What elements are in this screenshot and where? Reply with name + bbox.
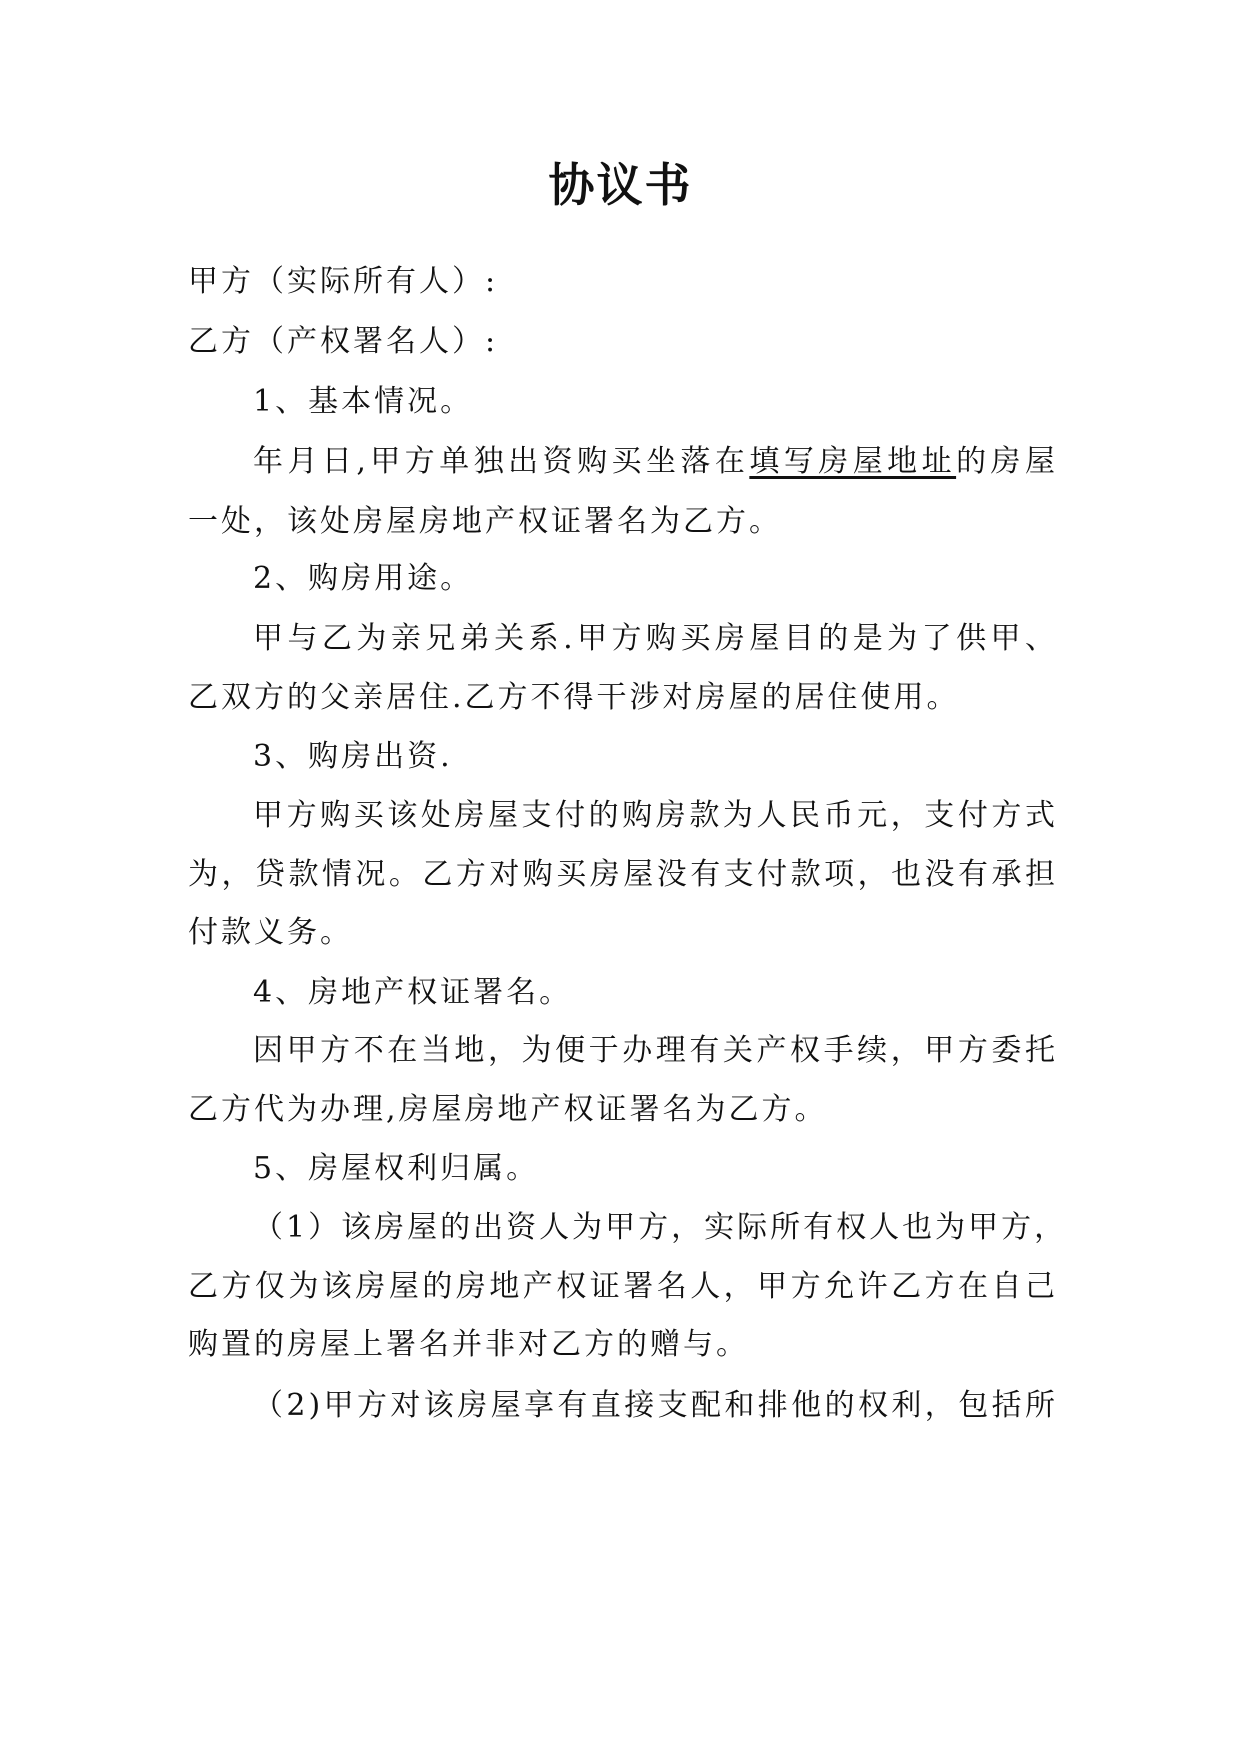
- section-1-paragraph-line: 一处，该处房屋房地产权证署名为乙方。: [188, 504, 782, 539]
- section-2-paragraph-line: 乙双方的父亲居住.乙方不得干涉对房屋的居住使用。: [188, 680, 960, 715]
- section-5-item-1-line: 乙方仅为该房屋的房地产权证署名人，甲方允许乙方在自己: [188, 1269, 1058, 1304]
- section-5-item-1-line: 购置的房屋上署名并非对乙方的赠与。: [188, 1327, 749, 1362]
- section-5-item-1-line: （1）该房屋的出资人为甲方，实际所有权人也为甲方，: [253, 1210, 1068, 1245]
- section-5-heading: 5、房屋权利归属。: [253, 1151, 540, 1186]
- party-a-line: 甲方（实际所有人）:: [188, 264, 499, 299]
- section-1-text-pre: 年月日,甲方单独出资购买坐落在: [253, 444, 750, 479]
- section-1-heading: 1、基本情况。: [253, 384, 474, 419]
- section-3-paragraph-line: 付款义务。: [188, 915, 353, 950]
- section-5-item-2-line: （2)甲方对该房屋享有直接支配和排他的权利，包括所: [253, 1388, 1058, 1423]
- section-4-paragraph-line: 乙方代为办理,房屋房地产权证署名为乙方。: [188, 1092, 828, 1127]
- section-1-text-post: 的房屋: [956, 444, 1059, 479]
- section-3-paragraph-line: 甲方购买该处房屋支付的购房款为人民币元，支付方式: [253, 798, 1058, 833]
- section-1-paragraph-line: [253, 437, 1058, 487]
- house-address-placeholder: 填写房屋地址: [749, 444, 957, 479]
- section-2-heading: 2、购房用途。: [253, 561, 474, 596]
- section-2-paragraph-line: 甲与乙为亲兄弟关系.甲方购买房屋目的是为了供甲、: [253, 621, 1058, 656]
- party-b-line: 乙方（产权署名人）:: [188, 324, 499, 359]
- section-4-heading: 4、房地产权证署名。: [253, 975, 573, 1010]
- section-3-heading: 3、购房出资.: [253, 739, 453, 774]
- document-title: 协议书: [548, 158, 693, 212]
- section-4-paragraph-line: 因甲方不在当地，为便于办理有关产权手续，甲方委托: [253, 1033, 1058, 1068]
- section-3-paragraph-line: 为，贷款情况。乙方对购买房屋没有支付款项，也没有承担: [188, 857, 1058, 892]
